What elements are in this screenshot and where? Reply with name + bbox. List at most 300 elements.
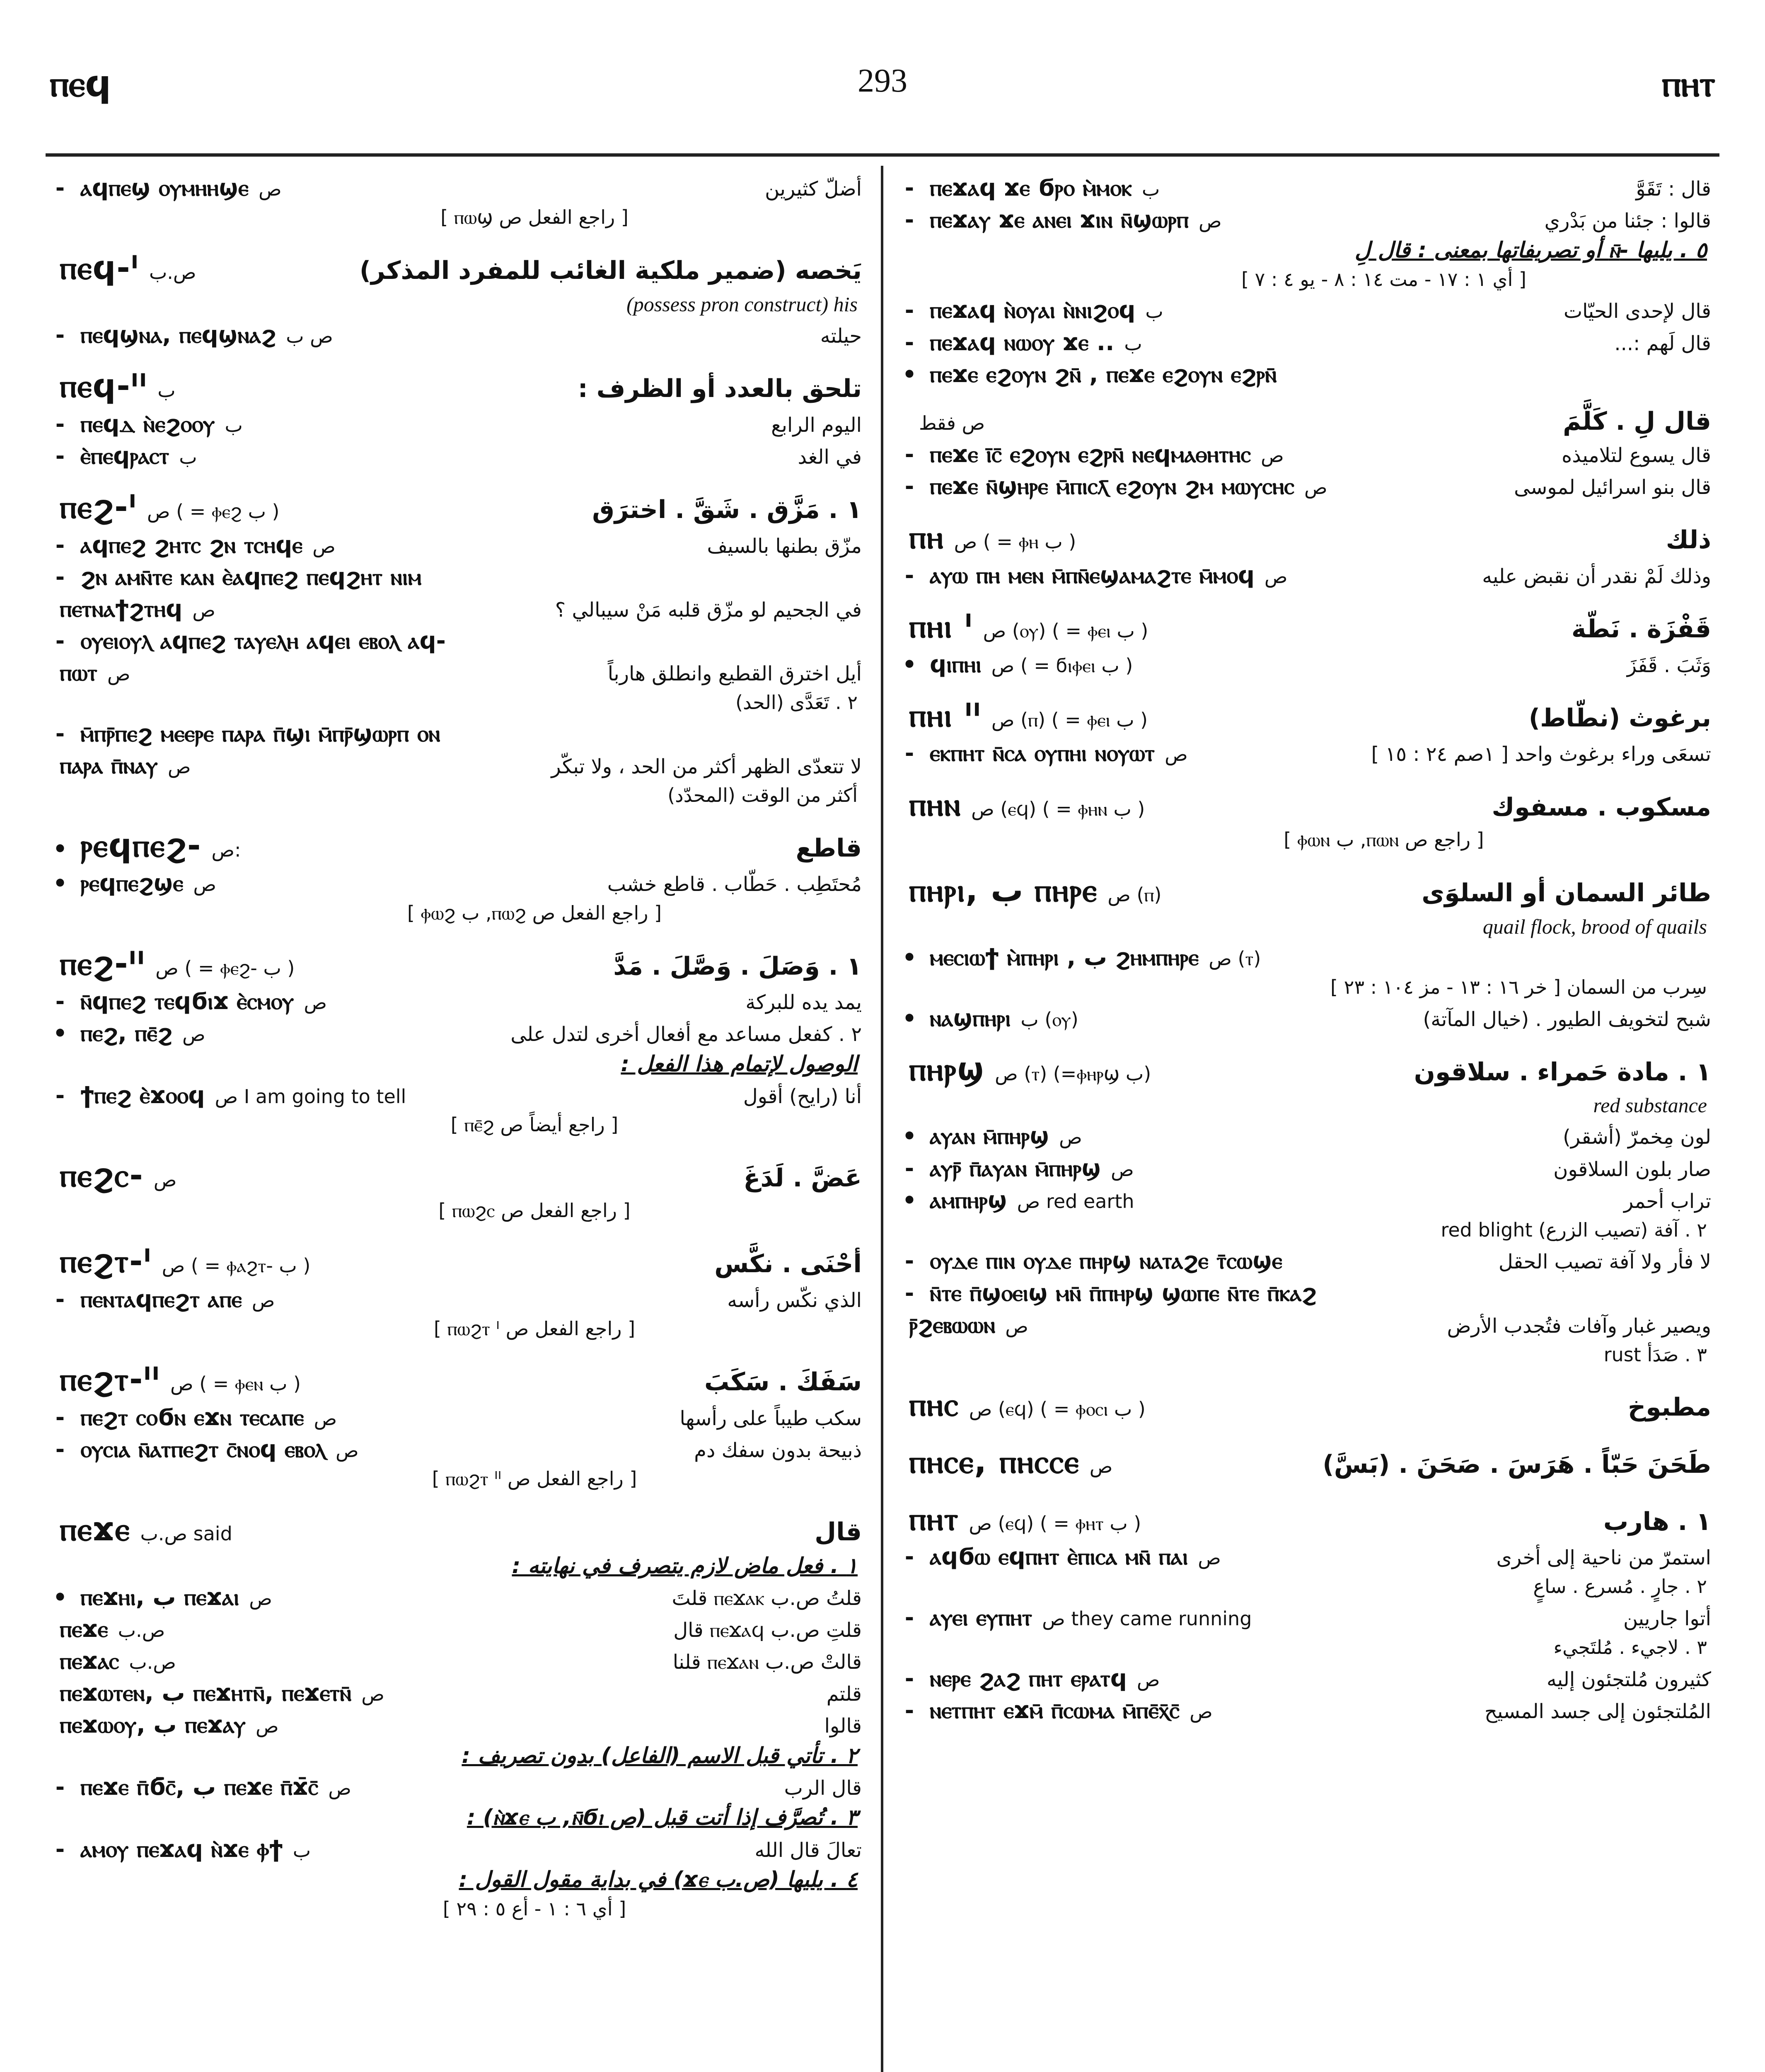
cross-reference: [ أي ٦ : ١ - أع ٥ : ٢٩ ] xyxy=(442,1898,626,1920)
dialect-label: ص.ب xyxy=(129,1651,176,1674)
dash-marker: - xyxy=(55,322,65,348)
dash-marker: - xyxy=(904,175,914,201)
dash-marker: - xyxy=(55,532,65,558)
example-entry xyxy=(899,739,1711,767)
coptic-text: ⲡⲉϩⲧ-ᴵᴵ xyxy=(60,1361,160,1399)
example-entry xyxy=(50,1082,862,1109)
sub-sense: أكثر من الوقت (المحدّد) xyxy=(667,784,858,807)
coptic-text: ⲡⲉϥⲇ ⲛ̀ⲉϩⲟⲟⲩ xyxy=(80,410,215,438)
coptic-text: ⲡⲉϩⲧ ⲥⲟϭⲛ ⲉϫⲛ ⲧⲉⲥⲁⲡⲉ xyxy=(80,1404,304,1431)
arabic-gloss: يمد يده للبركة xyxy=(745,991,862,1014)
coptic-text: ⲡⲉϫⲁϥ ϫⲉ ϭⲣⲟ ⲙ̀ⲙⲟⲕ xyxy=(930,174,1132,201)
arabic-gloss: ١ . وَصَلَ . وَصَّلَ . مَدَّ xyxy=(613,951,862,981)
coptic-text: ⲣⲉϥⲡⲉϩϣⲉ xyxy=(80,870,184,897)
arabic-gloss: قلتُ ص.ب ⲡⲉϫⲁⲕ قلتَ xyxy=(672,1586,862,1610)
dialect-label: ص xyxy=(314,1407,337,1430)
arabic-gloss: تسعَى وراء برغوث واحد [ ١صم ٢٤ : ١٥ ] xyxy=(1371,743,1711,766)
headword-entry xyxy=(899,697,1711,736)
coptic-text: ⲡⲉϫⲉ ⲓ̄ⲥ̄ ⲉϩⲟⲩⲛ ⲉϩⲣⲛ̄ ⲛⲉϥⲙⲁⲑⲏⲧⲏⲥ xyxy=(930,441,1251,468)
coptic-text: ⲡⲉϩ, ⲡⲉ̄ϩ xyxy=(80,1020,173,1047)
example-entry xyxy=(899,472,1711,500)
example-entry xyxy=(50,410,862,438)
dialect-label: ص.ب xyxy=(118,1619,165,1641)
dash-marker: - xyxy=(904,1604,914,1631)
dialect-label: ص ( = ⲫⲉⲛ ب ) xyxy=(170,1372,301,1395)
arabic-gloss: لا تتعدّى الظهر أكثر من الحد ، ولا تبكّر xyxy=(551,755,862,779)
example-entry xyxy=(899,206,1711,234)
dash-marker: - xyxy=(55,1436,65,1462)
example-entry xyxy=(50,531,862,559)
english-gloss: (possess pron construct) his xyxy=(626,292,858,316)
dash-marker: - xyxy=(55,175,65,201)
cross-reference: [ راجع ص ⲡⲱⲛ, ب ⲫⲱⲛ ] xyxy=(1284,828,1484,851)
arabic-gloss: قال الرب xyxy=(784,1776,862,1800)
dialect-label: ب xyxy=(1145,300,1163,323)
coptic-text: ⲡⲉϫⲁⲥ xyxy=(60,1648,119,1675)
bullet-marker: • xyxy=(902,1123,917,1150)
dash-marker: - xyxy=(55,1836,65,1862)
dash-marker: - xyxy=(904,1697,914,1723)
dialect-label: ب xyxy=(1142,178,1160,200)
sub-sense: ٢ . تَعَدَّى (الحد) xyxy=(735,691,858,714)
coptic-text: ⲡⲏⲧ xyxy=(909,1500,959,1538)
example-entry xyxy=(50,1583,862,1611)
dialect-label: ص (ⲧ) xyxy=(1209,947,1261,970)
coptic-text: ⲁⲩⲱ ⲡⲏ ⲙⲉⲛ ⲙ̄ⲡⲛ̄ⲉϣⲁⲙⲁϩⲧⲉ ⲙ̄ⲙⲟϥ xyxy=(930,562,1255,589)
arabic-gloss: أتوا جاريين xyxy=(1623,1607,1711,1630)
dialect-label: ص (ⲟⲩ) ( = ⲫⲉⲓ ب ) xyxy=(983,620,1148,642)
arabic-gloss: أيل اخترق القطيع وانطلق هارباً xyxy=(607,662,862,686)
example-entry xyxy=(899,651,1711,678)
bullet-marker: • xyxy=(902,944,917,971)
dialect-label: ص xyxy=(328,1777,351,1799)
usage-note: ٣ . تُصرَّف إذا أتت قبل (ص ⲛ̄ϭⲓ, ب ⲛ̀ϫⲉ) : xyxy=(467,1805,858,1830)
coptic-text: ⲡⲉϥ-ᴵᴵ xyxy=(60,367,148,405)
example-entry xyxy=(50,659,862,687)
arabic-gloss: طَحَنَ حَبّاً . هَرَسَ . صَحَنَ . (بَسَّ) xyxy=(1323,1450,1711,1479)
dash-marker: - xyxy=(55,443,65,469)
sub-sense: ٢ . آفة (تصيب الزرع) red blight xyxy=(1441,1218,1707,1241)
arabic-gloss: ١ . مادة حَمراء . سلاقون xyxy=(1414,1057,1711,1087)
example-entry xyxy=(899,562,1711,589)
coptic-text: ⲡⲉϩⲥ- xyxy=(60,1157,144,1194)
sub-sense: ٣ . صَدَأ rust xyxy=(1603,1343,1707,1366)
example-entry xyxy=(899,1155,1711,1182)
arabic-gloss: ذلك xyxy=(1666,525,1711,555)
sub-sense: ٣ . لاجيء . مُلتَجيء xyxy=(1553,1636,1707,1659)
usage-note: ١ . فعل ماض لازم يتصرف في نهايته : xyxy=(512,1553,858,1578)
column-divider xyxy=(881,166,883,2072)
dialect-label: ب xyxy=(179,445,197,468)
coptic-text: ⲁϥⲡⲉϩ ϩⲏⲧⲥ ϩⲛ ⲧⲥⲏϥⲉ xyxy=(80,531,303,559)
arabic-gloss: لون مِخمرّ (أشقر) xyxy=(1563,1126,1711,1149)
arabic-gloss: في الجحيم لو مزّق قلبه مَنْ سيبالي ؟ xyxy=(555,598,862,622)
dialect-label: ص xyxy=(249,1587,272,1610)
arabic-gloss: مزّق بطنها بالسيف xyxy=(707,534,862,558)
arabic-gloss: قالوا : جئنا من بَدْري xyxy=(1544,209,1711,233)
coptic-text: ⲟⲩⲥⲓⲁ ⲛ̄ⲁⲧⲡⲉϩⲧ ⲥ̄ⲛⲟϥ ⲉⲃⲟⲗ xyxy=(80,1435,326,1463)
coptic-text: ⲡⲉϫⲱⲧⲉⲛ, ب ⲡⲉϫⲏⲧⲛ̄, ⲡⲉϫⲉⲧⲛ̄ xyxy=(60,1680,352,1707)
headword-entry xyxy=(50,488,862,527)
arabic-gloss: مطبوخ xyxy=(1628,1393,1711,1422)
dash-marker: - xyxy=(904,329,914,356)
arabic-gloss: مسكوب . مسفوك xyxy=(1492,792,1711,822)
arabic-gloss: الذي نكّس رأسه xyxy=(727,1288,862,1312)
coptic-text: ⲡⲉϩ-ᴵᴵ xyxy=(60,945,146,983)
coptic-text: ⲡⲉⲧⲛⲁϯϩⲧⲏϥ xyxy=(60,595,183,622)
dialect-label: ص xyxy=(1089,1455,1113,1478)
cross-reference: [ راجع الفعل ص ⲡⲱϩⲥ ] xyxy=(438,1199,631,1222)
dialect-label: ص red earth xyxy=(1017,1190,1134,1213)
coptic-text: ⲡⲉϫⲉ ⲛ̄ϣⲏⲣⲉ ⲙ̄ⲡⲓⲥⲗ̄ ⲉϩⲟⲩⲛ ϩⲙ ⲙⲱⲩⲥⲏⲥ xyxy=(930,473,1295,500)
headword-entry xyxy=(899,1386,1711,1425)
arabic-gloss: أحْنَى . نكَّس xyxy=(714,1249,862,1279)
page-number: 293 xyxy=(858,63,907,99)
coptic-text: ⲡⲏⲛ xyxy=(909,786,962,823)
headword-entry xyxy=(899,1500,1711,1539)
coptic-text: ⲡⲉϫⲉ ⲉϩⲟⲩⲛ ϩⲛ̄ , ⲡⲉϫⲉ ⲉϩⲟⲩⲛ ⲉϩⲣⲛ̄ xyxy=(930,361,1277,388)
dash-marker: - xyxy=(55,1774,65,1800)
cross-reference: [ راجع الفعل ص ⲡⲱϩ, ب ⲫⲱϩ ] xyxy=(407,901,662,924)
dialect-label: ص xyxy=(182,1023,206,1046)
example-entry xyxy=(50,988,862,1015)
headword-entry xyxy=(50,1510,862,1549)
arabic-gloss: قال xyxy=(815,1518,862,1547)
coptic-text: ⲛⲉⲣⲉ ϩⲁϩ ⲡⲏⲧ ⲉⲣⲁⲧϥ xyxy=(930,1665,1127,1692)
headword-entry xyxy=(899,1443,1711,1482)
coptic-text: ⲡⲉϫⲁϥ ⲛ̀ⲟⲩⲁⲓ ⲛ̀ⲛⲓϩⲟϥ xyxy=(930,297,1136,324)
coptic-text: ⲡⲉϫⲁϥ ⲛⲱⲟⲩ ϫⲉ .. xyxy=(930,329,1115,356)
coptic-text: ⲡⲉϥ-ᴵ xyxy=(60,249,139,287)
bullet-marker: • xyxy=(902,361,917,387)
dash-marker: - xyxy=(904,1280,914,1306)
coptic-text: ⲡⲉⲛⲧⲁϥⲡⲉϩⲧ ⲁⲡⲉ xyxy=(80,1285,242,1313)
headword-entry xyxy=(50,249,862,288)
example-entry xyxy=(50,1019,862,1047)
example-entry xyxy=(899,296,1711,324)
cross-reference: [ أي ١ : ١٧ - مت ١٤ : ٨ - يو ٤ : ٧ ] xyxy=(1241,268,1526,291)
coptic-text: ⲟⲩⲇⲉ ⲡⲓⲛ ⲟⲩⲇⲉ ⲡⲏⲣϣ ⲛⲁⲧⲁϩⲉ ⲧ̄ⲥⲱϣⲉ xyxy=(930,1247,1282,1275)
dash-marker: - xyxy=(55,1286,65,1312)
arabic-gloss: كثيرون مُلتجئون إليه xyxy=(1546,1668,1711,1691)
coptic-text: ⲁϥϭⲱ ⲉϥⲡⲏⲧ ⲉ̀ⲡⲓⲥⲁ ⲙⲛ̄ ⲡⲁⲓ xyxy=(930,1543,1188,1571)
coptic-text: ⲁⲙⲟⲩ ⲡⲉϫⲁϥ ⲛ̀ϫⲉ ⲫϯ xyxy=(80,1835,283,1863)
coptic-text: ⲡⲏⲥ xyxy=(909,1386,959,1424)
dialect-label: ص ( = ⲫⲉϩ ب ) xyxy=(147,500,280,523)
arabic-gloss: برغوث (نطّاط) xyxy=(1528,703,1711,733)
coptic-text: ⲡⲉϩ-ᴵ xyxy=(60,488,137,526)
dash-marker: - xyxy=(55,628,65,654)
arabic-gloss: تراب أحمر xyxy=(1624,1189,1711,1213)
coptic-text: ⲡⲏⲥⲉ, ⲡⲏⲥⲥⲉ xyxy=(909,1443,1080,1481)
coptic-text: ϩⲛ ⲁⲙⲛ̄ⲧⲉ ⲕⲁⲛ ⲉ̀ⲁϥⲡⲉϩ ⲡⲉϥϩⲏⲧ ⲛⲓⲙ xyxy=(80,563,422,591)
headword-entry xyxy=(50,1157,862,1196)
dialect-label: ص xyxy=(192,598,215,621)
coptic-text: ⲛⲉⲧⲡⲏⲧ ⲉϫⲙ̄ ⲡ̄ⲥⲱⲙⲁ ⲙ̄ⲡⲉ̄ⲭ̄ⲥ̄ xyxy=(930,1697,1180,1724)
coptic-text: ⲁⲩⲁⲛ ⲙ̄ⲡⲏⲣϣ xyxy=(930,1123,1049,1150)
headword-entry xyxy=(50,945,862,984)
dialect-label: ص xyxy=(1190,1700,1213,1723)
example-entry xyxy=(899,329,1711,356)
dialect-label: ص (ⲡ) xyxy=(1107,884,1162,906)
english-gloss: red substance xyxy=(1593,1094,1707,1117)
dialect-label: ص (ⲉϥ) ( = ⲫⲟⲥⲓ ب ) xyxy=(969,1398,1146,1421)
coptic-text: ⲡⲱⲧ xyxy=(60,659,97,687)
coptic-text: ⲡⲏⲓ ᴵ xyxy=(909,608,973,646)
dash-marker: - xyxy=(904,473,914,500)
headword-entry xyxy=(50,1242,862,1281)
bullet-marker: • xyxy=(53,835,68,862)
coptic-text: ⲡⲉϫⲉ xyxy=(60,1511,131,1549)
example-entry xyxy=(50,321,862,349)
example-entry xyxy=(899,1279,1711,1307)
dash-marker: - xyxy=(904,1665,914,1692)
example-entry xyxy=(50,1404,862,1431)
example-entry xyxy=(899,1005,1711,1032)
headword-entry xyxy=(899,407,1711,436)
usage-note: ٤ . يليها (ص.ب ϫⲉ) في بداية مقول القول : xyxy=(459,1867,858,1893)
dialect-label: ص فقط xyxy=(919,411,985,434)
coptic-text: ⲡⲉϫⲁⲩ ϫⲉ ⲁⲛⲉⲓ ϫⲓⲛ ⲛ̄ϣⲱⲣⲡ xyxy=(930,206,1189,234)
dash-marker: - xyxy=(55,564,65,590)
arabic-gloss: قال لَهم :... xyxy=(1614,332,1711,355)
coptic-text: ⲡⲉϫⲉ ⲡ̄ϭ̄ⲥ̄, ب ⲡⲉϫⲉ ⲡ̄ϫ̄ⲥ̄ xyxy=(80,1773,319,1801)
dialect-label: ص xyxy=(1005,1314,1028,1337)
example-entry xyxy=(50,1615,862,1643)
coptic-text: ⲟⲩⲉⲓⲟⲩⲗ ⲁϥⲡⲉϩ ⲧⲁⲩⲉⲗⲏ ⲁϥⲉⲓ ⲉⲃⲟⲗ ⲁϥ- xyxy=(80,627,446,655)
dialect-label: ص xyxy=(167,755,191,778)
arabic-gloss: سكب طيباً على رأسها xyxy=(679,1406,862,1430)
coptic-text: ⲡⲏⲓ ᴵᴵ xyxy=(909,697,982,734)
dialect-label: ص xyxy=(1165,743,1188,766)
arabic-gloss: طائر السمان أو السلوَى xyxy=(1422,879,1711,908)
coptic-text: ⲡⲉϩⲧ-ᴵ xyxy=(60,1243,152,1280)
dialect-label: ص xyxy=(193,873,216,896)
example-entry xyxy=(50,1435,862,1463)
cross-reference: [ راجع الفعل ص ⲡⲱϩⲧ ᴵ ] xyxy=(433,1317,636,1340)
example-entry xyxy=(899,1604,1711,1631)
dialect-label: ب xyxy=(225,414,243,436)
arabic-gloss: ذبيحة بدون سفك دم xyxy=(694,1438,862,1462)
example-entry xyxy=(50,442,862,470)
headword-entry xyxy=(50,827,862,866)
dash-marker: - xyxy=(55,988,65,1015)
bullet-marker: • xyxy=(53,1584,68,1610)
example-entry xyxy=(899,1122,1711,1150)
dash-marker: - xyxy=(904,1544,914,1570)
example-entry xyxy=(50,1679,862,1707)
usage-note: الوصول لإتمام هذا الفعل : xyxy=(621,1051,858,1077)
coptic-text: ⲛⲁϣⲡⲏⲣⲓ xyxy=(930,1005,1011,1032)
cross-reference: [ راجع الفعل ص ⲡⲱϩⲧ ᴵᴵ ] xyxy=(432,1467,637,1490)
headword-entry xyxy=(899,1051,1711,1089)
dialect-label: ص xyxy=(1198,210,1222,232)
arabic-gloss: قلتم xyxy=(826,1682,862,1706)
example-entry xyxy=(899,1247,1711,1275)
coptic-text: ⲡⲉϫⲉ xyxy=(60,1615,108,1643)
dialect-label: ص xyxy=(1264,565,1288,588)
header-right-headword: ⲡⲏⲧ xyxy=(1661,62,1715,105)
coptic-text: ⲡⲁⲣⲁ ⲡ̄ⲛⲁⲩ xyxy=(60,752,158,779)
arabic-gloss: يَخصه (ضمير ملكية الغائب للمفرد المذكر) xyxy=(359,256,862,286)
arabic-gloss: ١ . هارب xyxy=(1603,1507,1711,1536)
coptic-text: ⲁⲩⲣ̄ ⲡ̄ⲁⲩⲁⲛ ⲙ̄ⲡⲏⲣϣ xyxy=(930,1155,1101,1182)
arabic-gloss: أنا (رايح) أقول xyxy=(743,1084,862,1108)
dialect-label: ص xyxy=(1198,1547,1221,1569)
dialect-label: ص xyxy=(1136,1668,1160,1691)
bullet-marker: • xyxy=(902,1187,917,1213)
dash-marker: - xyxy=(904,740,914,767)
arabic-gloss: قلتِ ص.ب ⲡⲉϫⲁϥ قال xyxy=(673,1618,862,1642)
dialect-label: ص xyxy=(304,991,327,1014)
sub-sense: ٢ . جارٍ . مُسرع . ساعٍ xyxy=(1533,1575,1707,1598)
example-entry xyxy=(50,1647,862,1675)
dialect-label: ص ( = ϭⲓⲫⲉⲓ ب ) xyxy=(991,654,1133,677)
dialect-label: ص (ⲉϥ) ( = ⲫⲏⲛ ب ) xyxy=(971,797,1145,820)
dialect-label: ب xyxy=(1124,332,1142,355)
dialect-label: ص (ⲡ) ( = ⲫⲉⲓ ب ) xyxy=(991,708,1148,731)
bullet-marker: • xyxy=(53,870,68,897)
arabic-gloss: حيلته xyxy=(820,324,862,348)
headword-entry xyxy=(899,518,1711,557)
arabic-gloss: أضلّ كثيرين xyxy=(765,177,862,201)
dash-marker: - xyxy=(904,562,914,588)
usage-note: ٢ . تأتي قبل الاسم (الفاعل) بدون تصريف : xyxy=(462,1743,858,1768)
example-entry xyxy=(899,1311,1711,1339)
coptic-text: ⲛ̄ϥⲡⲉϩ ⲧⲉϥϭⲓϫ ⲉ̀ⲥⲙⲟⲩ xyxy=(80,988,294,1015)
dialect-label: ص.ب said xyxy=(140,1523,232,1545)
arabic-gloss: شبح لتخويف الطيور . (خيال المآتة) xyxy=(1423,1007,1711,1031)
headword-entry xyxy=(50,1360,862,1399)
arabic-gloss: مُحتَطِب . حَطّاب . قاطع خشب xyxy=(607,873,862,896)
example-entry xyxy=(899,1186,1711,1214)
example-entry xyxy=(899,944,1711,971)
right-column xyxy=(899,174,1711,1728)
arabic-gloss: صار بلون السلاقون xyxy=(1553,1157,1711,1181)
arabic-gloss: تلحق بالعدد أو الظرف : xyxy=(578,374,862,403)
example-entry xyxy=(50,720,862,748)
dialect-label: ص xyxy=(258,178,282,200)
dialect-label: ص I am going to tell xyxy=(215,1085,406,1108)
example-entry xyxy=(899,361,1711,388)
arabic-gloss: قاطع xyxy=(795,833,862,863)
coptic-text: ⲁⲙⲡⲏⲣϣ xyxy=(930,1186,1007,1214)
example-entry xyxy=(50,1835,862,1863)
dialect-label: ص xyxy=(107,663,131,685)
coptic-text: ⲙⲉⲥⲓⲱϯ ⲙ̀ⲡⲏⲣⲓ , ب ϩⲏⲙⲡⲏⲣⲉ xyxy=(930,944,1199,971)
headword-entry xyxy=(899,871,1711,910)
cross-reference: [ راجع أيضاً ص ⲡⲉ̄ϩ ] xyxy=(450,1113,619,1136)
dialect-label: ص xyxy=(1059,1126,1082,1149)
arabic-gloss: قالوا xyxy=(824,1714,862,1738)
coptic-text: ⲣ̄ϩⲉⲃⲱⲱⲛ xyxy=(909,1311,996,1339)
arabic-gloss: قال يسوع لتلاميذه xyxy=(1562,443,1711,467)
coptic-text: ⲣⲉϥⲡⲉϩ- xyxy=(80,827,202,864)
dialect-label: ب xyxy=(157,379,176,402)
example-entry xyxy=(50,869,862,897)
dash-marker: - xyxy=(904,297,914,324)
example-entry xyxy=(50,1285,862,1313)
dialect-label: ص xyxy=(1261,444,1284,467)
arabic-gloss: المُلتجئون إلى جسد المسيح xyxy=(1484,1699,1711,1723)
dialect-label: ص xyxy=(336,1439,359,1462)
headword-entry xyxy=(899,786,1711,825)
arabic-gloss: وذلك لَمْ نقدر أن نقبض عليه xyxy=(1482,564,1711,588)
example-entry xyxy=(50,1711,862,1739)
example-entry xyxy=(50,174,862,202)
example-entry xyxy=(50,563,862,591)
dash-marker: - xyxy=(904,1155,914,1181)
dialect-label: ص ( = ⲫⲏ ب ) xyxy=(954,530,1076,553)
dash-marker: - xyxy=(55,411,65,437)
arabic-gloss: ١ . مَزَّق . شَقَّ . اخترَق xyxy=(592,495,862,524)
dialect-label: ص: xyxy=(211,838,241,861)
example-entry xyxy=(899,174,1711,202)
dialect-label: ص xyxy=(153,1168,177,1191)
dialect-label: ص ( = ⲫⲁϩⲧ- ب ) xyxy=(162,1254,311,1277)
example-entry xyxy=(899,1697,1711,1724)
dialect-label: ص ( = ⲫⲉϩ- ب ) xyxy=(155,956,295,979)
arabic-gloss: قال لإحدى الحيّات xyxy=(1563,300,1711,323)
dialect-label: ص (ⲉϥ) ( = ⲫⲏⲧ ب ) xyxy=(969,1512,1141,1535)
headword-entry xyxy=(899,608,1711,646)
arabic-gloss: عَضَّ . لَدَغَ xyxy=(743,1163,862,1193)
header-rule xyxy=(46,153,1719,157)
arabic-gloss: ويصير غبار وآفات فتُجدب الأرض xyxy=(1447,1314,1711,1338)
dialect-label: ب (ⲟⲩ) xyxy=(1020,1008,1078,1031)
arabic-gloss: استمرّ من ناحية إلى أخرى xyxy=(1496,1546,1711,1570)
example-entry xyxy=(50,595,862,623)
coptic-text: ⲙ̄ⲡⲣ̄ⲡⲉϩ ⲙⲉⲉⲣⲉ ⲡⲁⲣⲁ ⲡ̄ϣⲓ ⲙ̄ⲡⲣ̄ϣⲱⲣⲡ ⲟⲛ xyxy=(80,720,440,747)
dialect-label: ص they came running xyxy=(1042,1607,1252,1630)
dialect-label: ص xyxy=(251,1289,275,1312)
arabic-gloss: قال : تَقَوَّ xyxy=(1636,177,1711,201)
example-entry xyxy=(50,627,862,655)
dialect-label: ص xyxy=(1304,476,1327,499)
dialect-label: ص xyxy=(361,1683,384,1706)
arabic-gloss: وَثَبَ . قَفَزَ xyxy=(1627,654,1711,677)
example-entry xyxy=(899,441,1711,468)
arabic-gloss: قَفْزَة . نَطّة xyxy=(1571,615,1711,644)
coptic-text: ⲡⲉϥϣⲛⲁ, ⲡⲉϥϣⲛⲁϩ xyxy=(80,321,276,349)
arabic-gloss: قالتْ ص.ب ⲡⲉϫⲁⲛ قلنا xyxy=(672,1651,862,1674)
example-entry xyxy=(899,1543,1711,1571)
arabic-gloss: سَفَكَ . سَكَبَ xyxy=(704,1368,862,1397)
arabic-gloss: ٢ . كفعل مساعد مع أفعال أخرى لتدل على xyxy=(510,1023,862,1046)
example-entry xyxy=(50,752,862,779)
cross-reference: [ راجع الفعل ص ⲡⲱϣ ] xyxy=(440,206,629,229)
dialect-label: ص xyxy=(1111,1158,1134,1181)
arabic-gloss: تعالَ قال الله xyxy=(754,1838,862,1862)
coptic-text: ⲉ̀ⲡⲉϥⲣⲁⲥⲧ xyxy=(80,442,169,470)
coptic-text: ϥⲓⲡⲏⲓ xyxy=(930,651,982,678)
dialect-label: ب xyxy=(293,1839,311,1861)
coptic-text: ⲡⲉϫⲱⲟⲩ, ب ⲡⲉϫⲁⲩ xyxy=(60,1711,246,1739)
dash-marker: - xyxy=(55,720,65,747)
sub-sense: سِرب من السمان [ خر ١٦ : ١٣ - مز ١٠٤ : ٢٣ ] xyxy=(1330,976,1707,999)
dash-marker: - xyxy=(904,441,914,467)
usage-note: ٥ . يليها -ⲛ̄ أو تصريفاتها بمعنى : قال لِ xyxy=(1354,238,1707,263)
dash-marker: - xyxy=(55,1082,65,1109)
coptic-text: ⲡⲉϫⲏⲓ, ب ⲡⲉϫⲁⲓ xyxy=(80,1583,239,1611)
arabic-gloss: قال بنو اسرائيل لموسى xyxy=(1514,476,1711,499)
bullet-marker: • xyxy=(902,1005,917,1031)
dialect-label: ص (ⲧ) (=ⲫⲏⲣϣ ب) xyxy=(995,1062,1151,1085)
header-left-headword: ⲡⲉϥ xyxy=(50,62,111,105)
dialect-label: ص.ب xyxy=(149,261,196,284)
dialect-label: ص xyxy=(255,1715,279,1738)
example-entry xyxy=(899,1665,1711,1692)
